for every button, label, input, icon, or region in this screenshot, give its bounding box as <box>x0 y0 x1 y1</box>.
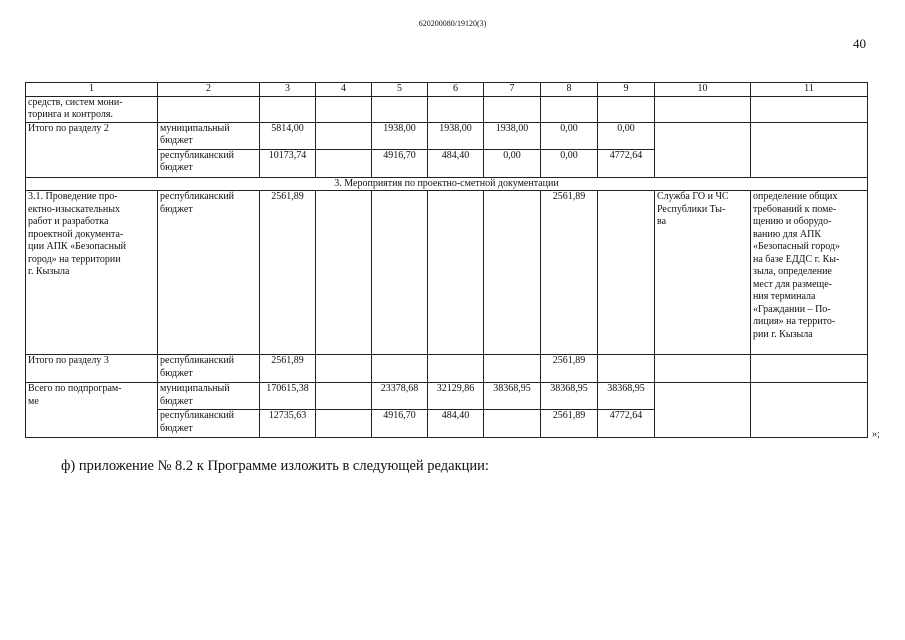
cell <box>751 122 868 177</box>
cell-budget-source: республиканский бюджет <box>158 410 260 438</box>
cell-value: 1938,00 <box>484 122 541 149</box>
cell-value: 2561,89 <box>541 191 598 355</box>
cell-name: средств, систем мони- торинга и контроля. <box>26 96 158 122</box>
cell-value: 10173,74 <box>260 149 316 177</box>
col-header: 9 <box>598 83 655 97</box>
cell-value <box>316 149 372 177</box>
cell <box>316 96 372 122</box>
cell-budget-source: республиканский бюджет <box>158 191 260 355</box>
cell-value: 0,00 <box>484 149 541 177</box>
cell <box>751 96 868 122</box>
cell <box>598 355 655 383</box>
cell <box>428 355 484 383</box>
cell-value: 0,00 <box>541 149 598 177</box>
cell-budget-source: муниципальный бюджет <box>158 383 260 410</box>
cell-value: 38368,95 <box>484 383 541 410</box>
col-header: 4 <box>316 83 372 97</box>
cell-value: 4772,64 <box>598 410 655 438</box>
page-number: 40 <box>853 36 866 51</box>
cell <box>541 96 598 122</box>
cell-value: 484,40 <box>428 410 484 438</box>
cell-budget-source: республиканский бюджет <box>158 355 260 383</box>
cell <box>655 122 751 177</box>
table-row <box>26 96 868 122</box>
cell <box>484 96 541 122</box>
cell <box>484 191 541 355</box>
section-heading-row <box>26 177 868 191</box>
cell <box>372 191 428 355</box>
cell <box>655 383 751 438</box>
cell-value: 2561,89 <box>260 191 316 355</box>
cell-name: Всего по подпрограм- ме <box>26 383 158 438</box>
cell <box>655 96 751 122</box>
cell-budget-source: республиканский бюджет <box>158 149 260 177</box>
cell-value: 2561,89 <box>260 355 316 383</box>
cell-value: 4916,70 <box>372 410 428 438</box>
cell <box>484 410 541 438</box>
cell-result: определение общих требований к поме- щению и оборудо- ванию для АПК «Безопасный город» на базе ЕДДС г. Кы- зыла, определение мест для размеще- ния терминала «Граждании – По- лиция» на террито- рии г. Кызыла <box>751 191 868 355</box>
closing-quote-mark: »; <box>872 429 880 440</box>
cell-value: 1938,00 <box>372 122 428 149</box>
table-row <box>26 355 868 383</box>
cell-value: 484,40 <box>428 149 484 177</box>
cell-value: 32129,86 <box>428 383 484 410</box>
cell <box>428 191 484 355</box>
col-header: 8 <box>541 83 598 97</box>
cell-value: 5814,00 <box>260 122 316 149</box>
col-header: 7 <box>484 83 541 97</box>
table-row <box>26 122 868 149</box>
body-paragraph: ф) приложение № 8.2 к Программе изложить в следующей редакции: <box>61 458 489 474</box>
cell-name: 3.1. Проведение про- ектно-изыскательных работ и разработка проектной документа- ции АПК «Безопасный город» на территории г. Кызыла <box>26 191 158 355</box>
cell <box>484 355 541 383</box>
cell <box>372 96 428 122</box>
cell-value: 4772,64 <box>598 149 655 177</box>
cell <box>316 355 372 383</box>
cell-value: 23378,68 <box>372 383 428 410</box>
cell-value <box>316 122 372 149</box>
cell <box>598 191 655 355</box>
cell-value: 12735,63 <box>260 410 316 438</box>
col-header: 2 <box>158 83 260 97</box>
col-header: 1 <box>26 83 158 97</box>
cell <box>158 96 260 122</box>
cell <box>316 410 372 438</box>
cell <box>751 355 868 383</box>
cell <box>316 191 372 355</box>
cell <box>428 96 484 122</box>
cell-value: 0,00 <box>598 122 655 149</box>
cell-value: 38368,95 <box>541 383 598 410</box>
cell-value: 2561,89 <box>541 355 598 383</box>
section-title: 3. Мероприятия по проектно-сметной документации <box>26 177 868 191</box>
budget-table <box>25 82 868 438</box>
table-row <box>26 383 868 410</box>
table-row <box>26 191 868 355</box>
col-header: 5 <box>372 83 428 97</box>
cell <box>372 355 428 383</box>
col-header: 11 <box>751 83 868 97</box>
cell <box>751 383 868 438</box>
cell <box>316 383 372 410</box>
cell <box>655 355 751 383</box>
cell-value: 170615,38 <box>260 383 316 410</box>
cell <box>260 96 316 122</box>
cell-value: 0,00 <box>541 122 598 149</box>
document-id: 620200080/19120(3) <box>418 19 487 28</box>
col-header: 6 <box>428 83 484 97</box>
cell-value: 1938,00 <box>428 122 484 149</box>
column-number-row <box>26 83 868 97</box>
cell <box>598 96 655 122</box>
col-header: 3 <box>260 83 316 97</box>
cell-value: 2561,89 <box>541 410 598 438</box>
cell-value: 4916,70 <box>372 149 428 177</box>
cell-budget-source: муниципальный бюджет <box>158 122 260 149</box>
cell-executor: Служба ГО и ЧС Республики Ты- ва <box>655 191 751 355</box>
cell-name: Итого по разделу 2 <box>26 122 158 177</box>
col-header: 10 <box>655 83 751 97</box>
cell-value: 38368,95 <box>598 383 655 410</box>
cell-name: Итого по разделу 3 <box>26 355 158 383</box>
